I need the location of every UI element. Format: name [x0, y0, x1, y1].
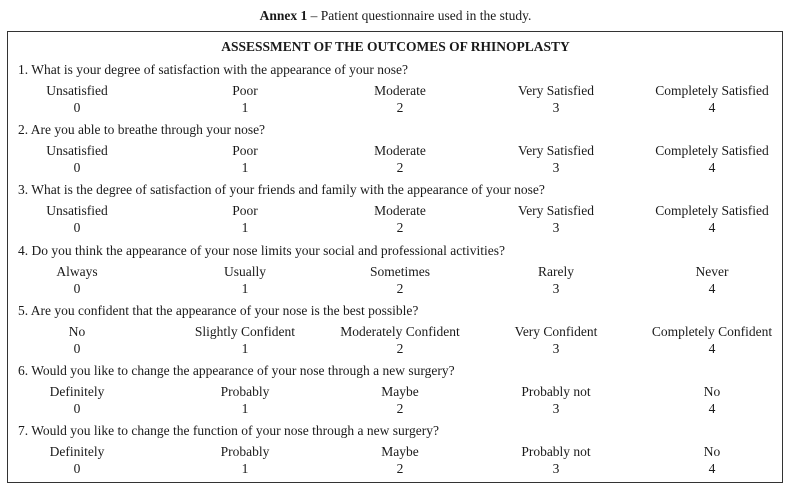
- question-5-option-0: [0, 323, 157, 357]
- option-score: 4: [708, 281, 716, 296]
- option-label: Completely Confident: [651, 324, 773, 339]
- question-2-option-3: [476, 142, 636, 176]
- option-label: Completely Satisfied: [655, 83, 769, 98]
- option-score: 4: [708, 341, 716, 356]
- question-7-option-2: [320, 443, 480, 477]
- option-score: 1: [241, 220, 249, 235]
- option-label: Probably not: [521, 444, 591, 459]
- option-score: 4: [708, 220, 716, 235]
- option-label: Very Satisfied: [517, 83, 595, 98]
- option-score: 2: [396, 220, 404, 235]
- question-1-option-0: [0, 82, 157, 116]
- annex-label: Annex 1: [259, 8, 308, 23]
- option-label: No: [703, 444, 721, 459]
- question-2-option-2: [320, 142, 480, 176]
- option-label: Rarely: [538, 264, 574, 279]
- question-3-text: 3. What is the degree of satisfaction of your friends and family with the appearance of your nose?: [18, 182, 545, 197]
- option-score: 4: [708, 461, 716, 476]
- question-5-option-3: [476, 323, 636, 357]
- option-label: Probably: [220, 444, 270, 459]
- option-score: 3: [552, 461, 560, 476]
- question-1-option-3: [476, 82, 636, 116]
- option-label: Completely Satisfied: [655, 143, 769, 158]
- option-score: 1: [241, 341, 249, 356]
- option-label: Probably: [220, 384, 270, 399]
- option-label: Definitely: [49, 384, 105, 399]
- question-5-text: 5. Are you confident that the appearance of your nose is the best possible?: [18, 303, 419, 318]
- option-score: 3: [552, 220, 560, 235]
- option-label: Very Satisfied: [517, 143, 595, 158]
- option-label: No: [68, 324, 86, 339]
- question-5-option-2: [320, 323, 480, 357]
- option-score: 1: [241, 461, 249, 476]
- question-1-option-1: [165, 82, 325, 116]
- option-score: 0: [73, 401, 81, 416]
- option-label: Moderate: [374, 83, 426, 98]
- question-4-option-0: [0, 263, 157, 297]
- option-label: No: [703, 384, 721, 399]
- option-label: Unsatisfied: [46, 203, 108, 218]
- option-score: 3: [552, 341, 560, 356]
- question-7-text: 7. Would you like to change the function of your nose through a new surgery?: [18, 423, 439, 438]
- question-3-option-0: [0, 202, 157, 236]
- question-3-option-2: [320, 202, 480, 236]
- option-score: 1: [241, 160, 249, 175]
- question-7-option-3: [476, 443, 636, 477]
- question-7-option-4: [632, 443, 791, 477]
- option-score: 4: [708, 401, 716, 416]
- option-score: 2: [396, 160, 404, 175]
- question-2-option-4: [632, 142, 791, 176]
- question-7-option-0: [0, 443, 157, 477]
- question-1-option-4: [632, 82, 791, 116]
- option-label: Moderate: [374, 143, 426, 158]
- annex-caption-text: – Patient questionnaire used in the study.: [307, 8, 532, 23]
- option-score: 0: [73, 461, 81, 476]
- question-7-option-1: [165, 443, 325, 477]
- option-label: Moderately Confident: [340, 324, 460, 339]
- question-2-text: 2. Are you able to breathe through your nose?: [18, 122, 266, 137]
- option-label: Maybe: [381, 384, 419, 399]
- question-3-option-3: [476, 202, 636, 236]
- option-score: 3: [552, 281, 560, 296]
- question-3-option-1: [165, 202, 325, 236]
- option-label: Probably not: [521, 384, 591, 399]
- question-4-option-1: [165, 263, 325, 297]
- option-score: 2: [396, 461, 404, 476]
- option-label: Very Satisfied: [517, 203, 595, 218]
- option-score: 3: [552, 160, 560, 175]
- option-score: 2: [396, 401, 404, 416]
- question-6-option-4: [632, 383, 791, 417]
- option-label: Slightly Confident: [194, 324, 296, 339]
- option-score: 0: [73, 281, 81, 296]
- option-score: 2: [396, 100, 404, 115]
- option-score: 0: [73, 341, 81, 356]
- questionnaire-title: ASSESSMENT OF THE OUTCOMES OF RHINOPLASTY: [221, 39, 570, 54]
- question-1-option-2: [320, 82, 480, 116]
- question-6-option-2: [320, 383, 480, 417]
- question-4-option-2: [320, 263, 480, 297]
- option-label: Completely Satisfied: [655, 203, 769, 218]
- option-label: Poor: [232, 83, 258, 98]
- question-6-text: 6. Would you like to change the appearance of your nose through a new surgery?: [18, 363, 455, 378]
- option-score: 2: [396, 281, 404, 296]
- question-3-option-4: [632, 202, 791, 236]
- option-score: 0: [73, 100, 81, 115]
- question-4-text: 4. Do you think the appearance of your nose limits your social and professional activities?: [18, 243, 505, 258]
- question-5-option-1: [165, 323, 325, 357]
- question-6-option-1: [165, 383, 325, 417]
- question-2-option-1: [165, 142, 325, 176]
- option-label: Unsatisfied: [46, 143, 108, 158]
- question-4-option-4: [632, 263, 791, 297]
- annex-caption: [0, 7, 791, 25]
- question-6-option-0: [0, 383, 157, 417]
- option-label: Moderate: [374, 203, 426, 218]
- question-5-option-4: [632, 323, 791, 357]
- option-label: Very Confident: [514, 324, 598, 339]
- option-label: Unsatisfied: [46, 83, 108, 98]
- option-label: Poor: [232, 143, 258, 158]
- option-score: 1: [241, 281, 249, 296]
- option-label: Never: [695, 264, 729, 279]
- option-score: 1: [241, 100, 249, 115]
- option-score: 0: [73, 220, 81, 235]
- option-score: 4: [708, 160, 716, 175]
- option-label: Poor: [232, 203, 258, 218]
- option-score: 1: [241, 401, 249, 416]
- option-score: 0: [73, 160, 81, 175]
- option-score: 2: [396, 341, 404, 356]
- question-6-option-3: [476, 383, 636, 417]
- question-2-option-0: [0, 142, 157, 176]
- option-score: 3: [552, 100, 560, 115]
- option-label: Sometimes: [370, 264, 430, 279]
- option-label: Always: [56, 264, 98, 279]
- option-score: 3: [552, 401, 560, 416]
- option-label: Maybe: [381, 444, 419, 459]
- option-label: Usually: [224, 264, 266, 279]
- question-1-text: 1. What is your degree of satisfaction with the appearance of your nose?: [18, 62, 408, 77]
- question-4-option-3: [476, 263, 636, 297]
- option-score: 4: [708, 100, 716, 115]
- option-label: Definitely: [49, 444, 105, 459]
